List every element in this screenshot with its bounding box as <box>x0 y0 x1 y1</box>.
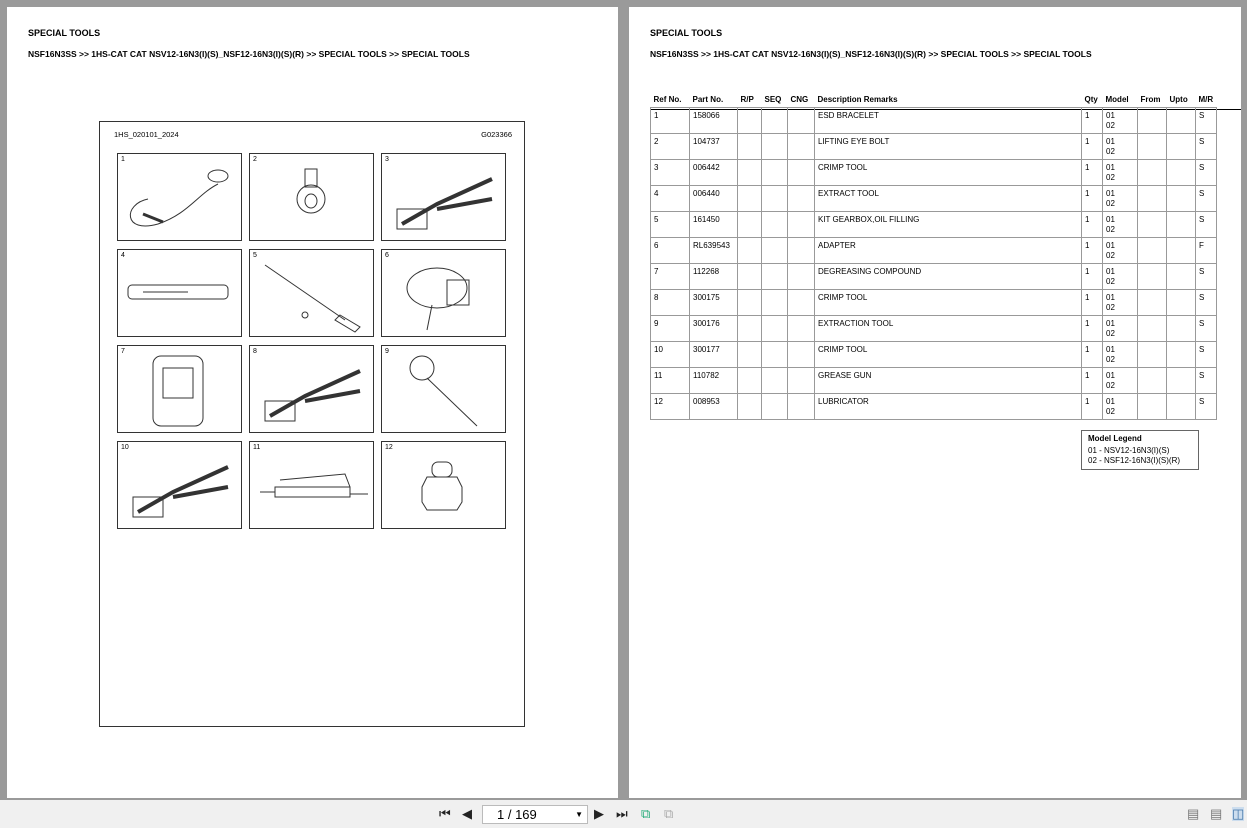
description: GREASE GUN <box>815 367 1082 393</box>
from <box>1138 263 1167 289</box>
table-row[interactable] <box>651 159 1217 185</box>
callout-number: 9 <box>385 348 389 355</box>
cng <box>788 237 815 263</box>
mr: S <box>1196 107 1217 133</box>
column-header: Part No. <box>692 95 724 105</box>
model-code: 01 <box>1106 214 1115 224</box>
qty: 1 <box>1082 341 1103 367</box>
page-indicator: 1 / 169 <box>497 807 537 822</box>
column-header: CNG <box>790 95 809 105</box>
cng <box>788 289 815 315</box>
column-header: M/R <box>1198 95 1214 105</box>
qty: 1 <box>1082 237 1103 263</box>
legend-item: 01 - NSV12-16N3(I)(S) <box>1088 446 1170 455</box>
description: EXTRACTION TOOL <box>815 315 1082 341</box>
description: CRIMP TOOL <box>815 341 1082 367</box>
model-code: 01 <box>1106 136 1115 146</box>
seq <box>762 185 788 211</box>
mr: S <box>1196 393 1217 419</box>
upto <box>1167 237 1196 263</box>
adapter-icon <box>382 250 505 336</box>
cng <box>788 393 815 419</box>
rp <box>738 289 762 315</box>
description: LIFTING EYE BOLT <box>815 133 1082 159</box>
part-no: 300176 <box>690 315 738 341</box>
legend-item: 02 - NSF12-16N3(I)(S)(R) <box>1088 456 1181 465</box>
description: ESD BRACELET <box>815 107 1082 133</box>
model-code: 01 <box>1106 370 1115 380</box>
model <box>1103 107 1138 133</box>
model-code: 01 <box>1106 162 1115 172</box>
model-code: 02 <box>1106 328 1115 338</box>
tool-illustration-4 <box>117 249 242 337</box>
part-no: 104737 <box>690 133 738 159</box>
mr: S <box>1196 185 1217 211</box>
mr: S <box>1196 289 1217 315</box>
model-code: 01 <box>1106 188 1115 198</box>
breadcrumb: NSF16N3SS >> 1HS-CAT CAT NSV12-16N3(I)(S)_NSF12-16N3(I)(S)(R) >> SPECIAL TOOLS >> SPECIAL TOOLS <box>650 49 1092 59</box>
cng <box>788 159 815 185</box>
from <box>1138 393 1167 419</box>
model <box>1103 315 1138 341</box>
model-code: 02 <box>1106 406 1115 416</box>
description: EXTRACT TOOL <box>815 185 1082 211</box>
from <box>1138 341 1167 367</box>
table-row[interactable] <box>651 341 1217 367</box>
model-code: 02 <box>1106 302 1115 312</box>
seq <box>762 263 788 289</box>
table-row[interactable] <box>651 185 1217 211</box>
tool-illustration-10 <box>117 441 242 529</box>
model-code: 02 <box>1106 172 1115 182</box>
callout-number: 2 <box>253 156 257 163</box>
model-code: 02 <box>1106 250 1115 260</box>
part-no: 006440 <box>690 185 738 211</box>
mr: S <box>1196 263 1217 289</box>
column-header: Ref No. <box>653 95 682 105</box>
tool-illustration-3 <box>381 153 506 241</box>
part-no: 008953 <box>690 393 738 419</box>
part-no: 112268 <box>690 263 738 289</box>
seq <box>762 133 788 159</box>
first-page-button[interactable]: ⏮ <box>439 806 451 821</box>
table-row[interactable] <box>651 263 1217 289</box>
qty: 1 <box>1082 159 1103 185</box>
mr: S <box>1196 315 1217 341</box>
ref-no: 12 <box>651 393 690 419</box>
kit-gearbox-icon <box>250 250 373 336</box>
callout-number: 3 <box>385 156 389 163</box>
part-no: RL639543 <box>690 237 738 263</box>
next-page-button[interactable]: ▶ <box>594 806 604 821</box>
model <box>1103 185 1138 211</box>
part-no: 300175 <box>690 289 738 315</box>
part-no: 158066 <box>690 107 738 133</box>
model-code: 01 <box>1106 344 1115 354</box>
description: CRIMP TOOL <box>815 159 1082 185</box>
model <box>1103 393 1138 419</box>
rp <box>738 159 762 185</box>
callout-number: 10 <box>121 444 129 451</box>
lubricator-icon <box>382 442 505 528</box>
ref-no: 3 <box>651 159 690 185</box>
chevron-down-icon: ▼ <box>575 810 583 819</box>
single-page-view-icon[interactable]: ▤ <box>1187 806 1200 821</box>
mr: S <box>1196 211 1217 237</box>
two-page-view-icon[interactable]: ◫ <box>1232 806 1245 821</box>
model-code: 02 <box>1106 120 1115 130</box>
column-header: Upto <box>1169 95 1188 105</box>
rp <box>738 393 762 419</box>
upto <box>1167 289 1196 315</box>
ref-no: 2 <box>651 133 690 159</box>
fit-page-icon[interactable]: ⧉ <box>641 806 651 821</box>
model-code: 01 <box>1106 318 1115 328</box>
upto <box>1167 263 1196 289</box>
seq <box>762 393 788 419</box>
callout-number: 11 <box>253 444 261 451</box>
model-code: 02 <box>1106 224 1115 234</box>
from <box>1138 237 1167 263</box>
column-header: Model <box>1105 95 1129 105</box>
part-no: 300177 <box>690 341 738 367</box>
tool-illustration-9 <box>381 345 506 433</box>
ref-no: 10 <box>651 341 690 367</box>
tool-illustration-5 <box>249 249 374 337</box>
parts-table <box>650 93 1217 420</box>
eye-bolt-icon <box>250 154 373 240</box>
seq <box>762 107 788 133</box>
model-code: 01 <box>1106 266 1115 276</box>
table-row[interactable] <box>651 315 1217 341</box>
rp <box>738 133 762 159</box>
model-code: 02 <box>1106 198 1115 208</box>
column-header: Description Remarks <box>817 95 898 105</box>
description: DEGREASING COMPOUND <box>815 263 1082 289</box>
tool-illustration-1 <box>117 153 242 241</box>
from <box>1138 185 1167 211</box>
description: ADAPTER <box>815 237 1082 263</box>
right-page <box>629 7 1241 798</box>
qty: 1 <box>1082 367 1103 393</box>
illustration-frame <box>99 121 525 727</box>
model <box>1103 367 1138 393</box>
legend-title: Model Legend <box>1088 434 1142 443</box>
table-row[interactable] <box>651 289 1217 315</box>
column-header: R/P <box>740 95 754 105</box>
upto <box>1167 367 1196 393</box>
callout-number: 6 <box>385 252 389 259</box>
table-row[interactable] <box>651 107 1217 133</box>
tool-illustration-6 <box>381 249 506 337</box>
upto <box>1167 107 1196 133</box>
cng <box>788 107 815 133</box>
mr: S <box>1196 159 1217 185</box>
upto <box>1167 341 1196 367</box>
column-header: Qty <box>1084 95 1098 105</box>
qty: 1 <box>1082 393 1103 419</box>
mr: F <box>1196 237 1217 263</box>
description: CRIMP TOOL <box>815 289 1082 315</box>
cng <box>788 341 815 367</box>
from <box>1138 133 1167 159</box>
table-row[interactable] <box>651 237 1217 263</box>
page-title: SPECIAL TOOLS <box>650 28 723 38</box>
bottom-toolbar <box>0 800 1247 828</box>
tool-illustration-12 <box>381 441 506 529</box>
qty: 1 <box>1082 289 1103 315</box>
crimp-tool-icon <box>118 442 241 528</box>
model-code: 01 <box>1106 396 1115 406</box>
model <box>1103 133 1138 159</box>
callout-number: 1 <box>121 156 125 163</box>
rp <box>738 211 762 237</box>
seq <box>762 341 788 367</box>
table-row[interactable] <box>651 367 1217 393</box>
breadcrumb: NSF16N3SS >> 1HS-CAT CAT NSV12-16N3(I)(S)_NSF12-16N3(I)(S)(R) >> SPECIAL TOOLS >> SPECIAL TOOLS <box>28 49 470 59</box>
cng <box>788 315 815 341</box>
callout-number: 4 <box>121 252 125 259</box>
ref-no: 11 <box>651 367 690 393</box>
seq <box>762 159 788 185</box>
from <box>1138 289 1167 315</box>
mr: S <box>1196 341 1217 367</box>
cng <box>788 185 815 211</box>
model <box>1103 263 1138 289</box>
upto <box>1167 133 1196 159</box>
extraction-tool-icon <box>382 346 505 432</box>
description: KIT GEARBOX,OIL FILLING <box>815 211 1082 237</box>
from <box>1138 367 1167 393</box>
model-code: 01 <box>1106 110 1115 120</box>
qty: 1 <box>1082 315 1103 341</box>
tool-illustration-11 <box>249 441 374 529</box>
figure-id: 1HS_020101_2024 <box>114 130 179 139</box>
model <box>1103 237 1138 263</box>
cng <box>788 211 815 237</box>
rp <box>738 341 762 367</box>
tool-illustration-8 <box>249 345 374 433</box>
ref-no: 9 <box>651 315 690 341</box>
seq <box>762 367 788 393</box>
qty: 1 <box>1082 185 1103 211</box>
model-legend <box>1081 430 1199 470</box>
cng <box>788 133 815 159</box>
cng <box>788 367 815 393</box>
mr: S <box>1196 133 1217 159</box>
part-no: 161450 <box>690 211 738 237</box>
extract-tool-icon <box>118 250 241 336</box>
crimp-tool-icon <box>250 346 373 432</box>
upto <box>1167 393 1196 419</box>
qty: 1 <box>1082 107 1103 133</box>
left-page <box>7 7 618 798</box>
model-code: 02 <box>1106 380 1115 390</box>
upto <box>1167 185 1196 211</box>
figure-code: G023366 <box>481 130 512 139</box>
callout-number: 12 <box>385 444 393 451</box>
ref-no: 1 <box>651 107 690 133</box>
model <box>1103 211 1138 237</box>
model <box>1103 159 1138 185</box>
ref-no: 7 <box>651 263 690 289</box>
page-title: SPECIAL TOOLS <box>28 28 101 38</box>
table-row[interactable] <box>651 211 1217 237</box>
callout-number: 7 <box>121 348 125 355</box>
model-code: 01 <box>1106 292 1115 302</box>
model <box>1103 289 1138 315</box>
upto <box>1167 315 1196 341</box>
continuous-view-icon[interactable]: ▤ <box>1210 806 1223 821</box>
upto <box>1167 159 1196 185</box>
qty: 1 <box>1082 263 1103 289</box>
table-row[interactable] <box>651 133 1217 159</box>
description: LUBRICATOR <box>815 393 1082 419</box>
rp <box>738 263 762 289</box>
rp <box>738 315 762 341</box>
tool-illustration-2 <box>249 153 374 241</box>
ref-no: 5 <box>651 211 690 237</box>
part-no: 006442 <box>690 159 738 185</box>
from <box>1138 211 1167 237</box>
seq <box>762 315 788 341</box>
esd-bracelet-icon <box>118 154 241 240</box>
model-code: 01 <box>1106 240 1115 250</box>
crimp-tool-icon <box>382 154 505 240</box>
model-code: 02 <box>1106 146 1115 156</box>
model-code: 02 <box>1106 354 1115 364</box>
part-no: 110782 <box>690 367 738 393</box>
last-page-button[interactable]: ⏭ <box>616 806 628 821</box>
ref-no: 4 <box>651 185 690 211</box>
upto <box>1167 211 1196 237</box>
model <box>1103 341 1138 367</box>
compound-can-icon <box>118 346 241 432</box>
column-header: SEQ <box>764 95 782 105</box>
column-header: From <box>1140 95 1161 105</box>
table-row[interactable] <box>651 393 1217 419</box>
model-code: 02 <box>1106 276 1115 286</box>
seq <box>762 237 788 263</box>
rp <box>738 185 762 211</box>
ref-no: 6 <box>651 237 690 263</box>
seq <box>762 211 788 237</box>
seq <box>762 289 788 315</box>
ref-no: 8 <box>651 289 690 315</box>
cng <box>788 263 815 289</box>
rp <box>738 107 762 133</box>
callout-number: 8 <box>253 348 257 355</box>
fit-width-icon[interactable]: ⧉ <box>664 806 674 821</box>
rp <box>738 237 762 263</box>
from <box>1138 159 1167 185</box>
qty: 1 <box>1082 211 1103 237</box>
grease-gun-icon <box>250 442 373 528</box>
from <box>1138 315 1167 341</box>
qty: 1 <box>1082 133 1103 159</box>
tool-illustration-7 <box>117 345 242 433</box>
from <box>1138 107 1167 133</box>
rp <box>738 367 762 393</box>
prev-page-button[interactable]: ◀ <box>462 806 472 821</box>
mr: S <box>1196 367 1217 393</box>
callout-number: 5 <box>253 252 257 259</box>
page-selector[interactable] <box>482 805 588 824</box>
